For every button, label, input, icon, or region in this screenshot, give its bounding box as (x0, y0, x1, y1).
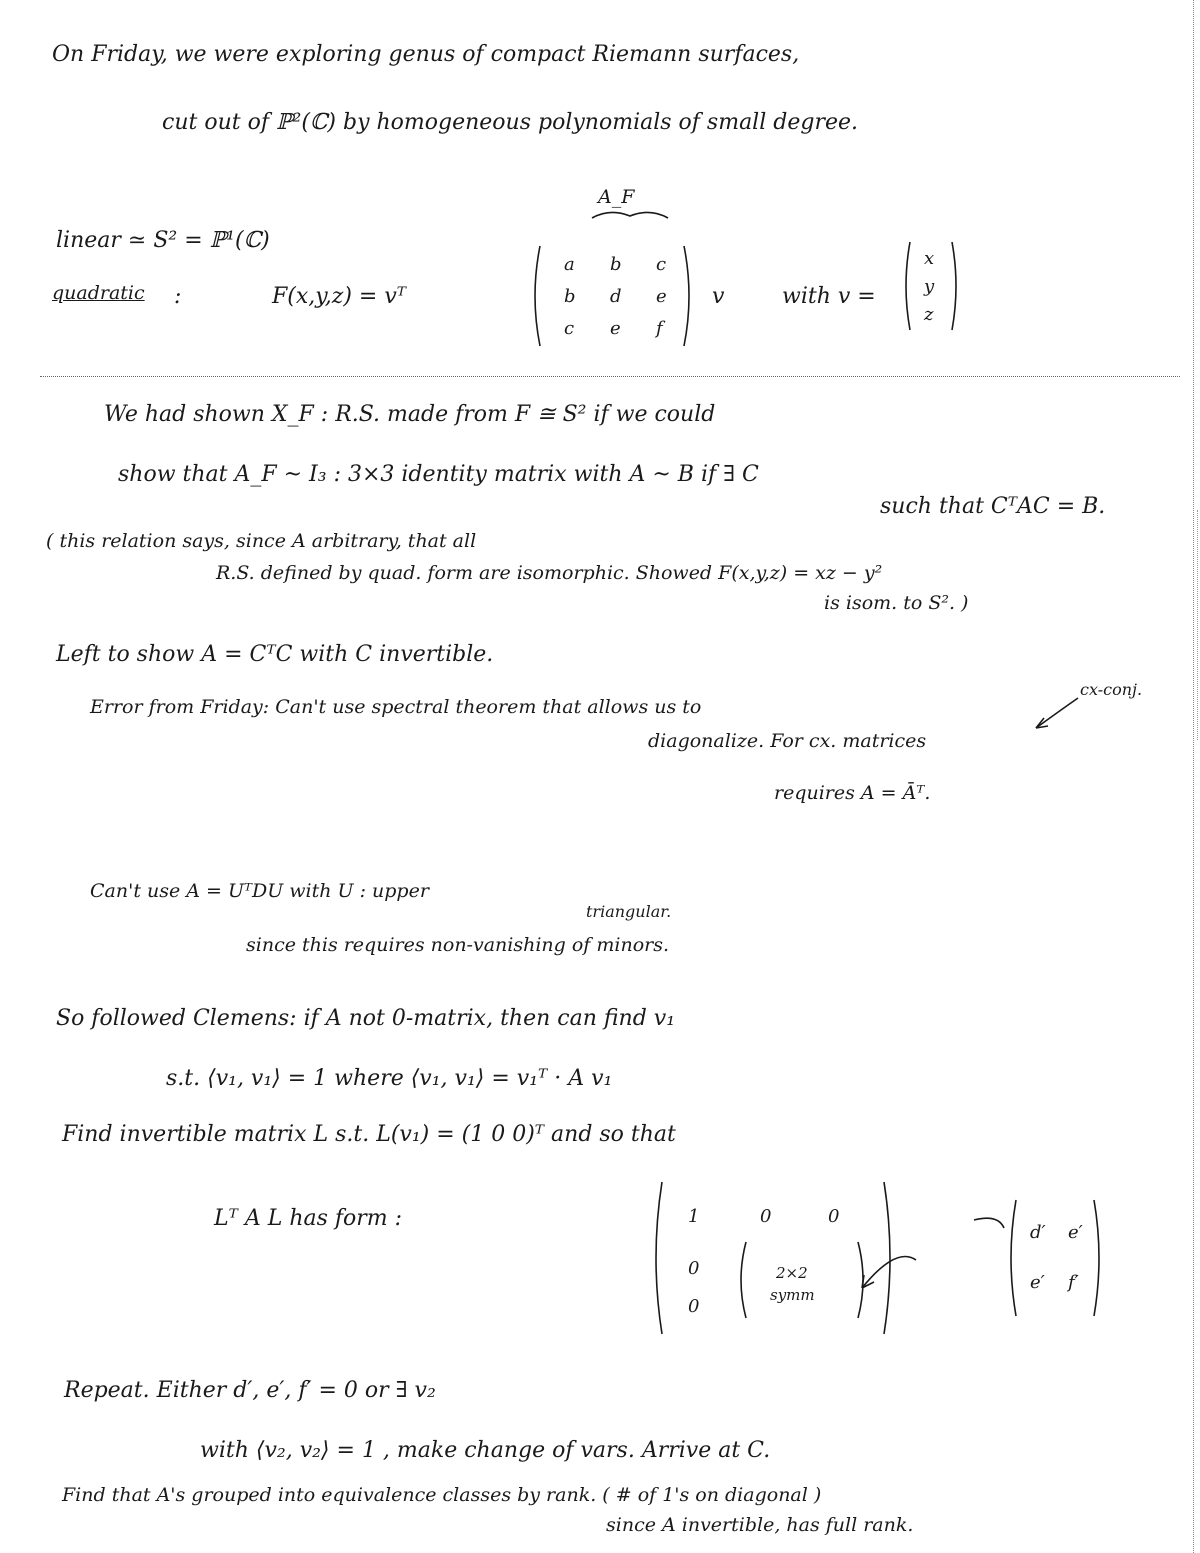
matrix-af-right-paren (684, 246, 689, 346)
note-line-linear: linear ≃ S² = ℙ¹(ℂ) (56, 228, 270, 253)
block-entry: 0 (828, 1206, 840, 1227)
matrix-af-cell: c (564, 318, 575, 339)
note-line-8: ( this relation says, since A arbitrary, that all (46, 530, 477, 552)
block-matrix-form (648, 1176, 1108, 1346)
quadratic-lhs: F(x,y,z) = vᵀ (272, 284, 407, 309)
inner-block-top: 2×2 (776, 1264, 808, 1282)
note-line-16: triangular. (586, 902, 672, 921)
note-line-9: R.S. defined by quad. form are isomorphic. Showed F(x,y,z) = xz − y² (216, 562, 883, 584)
note-line-1: On Friday, we were exploring genus of compact Riemann surfaces, (52, 42, 800, 67)
cx-conj-arrow (1028, 694, 1082, 736)
note-line-22: Repeat. Either d′, e′, f′ = 0 or ∃ v₂ (64, 1378, 436, 1403)
inner-right-paren (858, 1242, 863, 1318)
af-brace (590, 206, 670, 222)
small-right-paren (1094, 1200, 1099, 1316)
small-entry: e′ (1030, 1272, 1045, 1293)
af-label: A_F (598, 186, 635, 208)
small-left-paren (1011, 1200, 1016, 1316)
note-line-10: is isom. to S². ) (824, 592, 969, 614)
note-cx-conj: cx-conj. (1080, 680, 1143, 699)
matrix-af-cell: c (656, 254, 667, 275)
page-edge-dots (1193, 0, 1194, 1553)
matrix-af-cell: e (656, 286, 667, 307)
page-edge-dots-secondary (1197, 510, 1198, 740)
section-divider (40, 376, 1180, 377)
block-entry: 1 (688, 1206, 700, 1227)
note-line-25: since A invertible, has full rank. (606, 1514, 914, 1536)
block-right-paren (884, 1182, 890, 1334)
note-line-20: Find invertible matrix L s.t. L(v₁) = (1 0 0)ᵀ and so that (62, 1122, 676, 1147)
note-line-12: Error from Friday: Can't use spectral theorem that allows us to (90, 696, 702, 718)
vector-v-right-paren (952, 242, 956, 330)
note-line-17: since this requires non-vanishing of minors. (246, 934, 670, 956)
vector-v-entry: x (924, 248, 935, 269)
note-line-14: requires A = Āᵀ. (774, 782, 931, 804)
block-left-paren (656, 1182, 662, 1334)
note-line-11: Left to show A = CᵀC with C invertible. (56, 642, 494, 667)
quadratic-with: with v = (782, 284, 876, 309)
note-line-23: with ⟨v₂, v₂⟩ = 1 , make change of vars. Arrive at C. (200, 1438, 771, 1463)
note-line-5: We had shown X_F : R.S. made from F ≅ S² if we could (104, 402, 716, 427)
matrix-af-cell: d (610, 286, 622, 307)
matrix-af-cell: a (564, 254, 575, 275)
matrix-af-cell: f (656, 318, 663, 339)
matrix-af-cell: b (610, 254, 622, 275)
small-entry: d′ (1030, 1222, 1046, 1243)
matrix-af (528, 240, 696, 352)
small-entry: e′ (1068, 1222, 1083, 1243)
small-entry: f′ (1068, 1272, 1079, 1293)
quadratic-v: v (712, 284, 725, 309)
note-line-24: Find that A's grouped into equivalence classes by rank. ( # of 1's on diagonal ) (62, 1484, 822, 1506)
matrix-af-left-paren (535, 246, 540, 346)
vector-v-left-paren (906, 242, 910, 330)
note-line-19: s.t. ⟨v₁, v₁⟩ = 1 where ⟨v₁, v₁⟩ = v₁ᵀ · A v₁ (166, 1066, 613, 1091)
note-line-7: such that CᵀAC = B. (880, 494, 1106, 519)
block-curve (974, 1218, 1004, 1228)
note-line-13: diagonalize. For cx. matrices (648, 730, 927, 752)
block-entry: 0 (760, 1206, 772, 1227)
matrix-af-cell: e (610, 318, 621, 339)
inner-block-bottom: symm (770, 1286, 815, 1304)
vector-v-entry: z (924, 304, 934, 325)
vector-v (900, 238, 962, 334)
note-line-15: Can't use A = UᵀDU with U : upper (90, 880, 429, 902)
block-entry: 0 (688, 1296, 700, 1317)
block-entry: 0 (688, 1258, 700, 1279)
note-line-21: Lᵀ A L has form : (214, 1206, 403, 1231)
vector-v-entry: y (924, 276, 935, 297)
note-line-2: cut out of ℙ²(ℂ) by homogeneous polynomials of small degree. (162, 110, 858, 135)
note-line-18: So followed Clemens: if A not 0-matrix, then can find v₁ (56, 1006, 676, 1031)
quadratic-colon: : (174, 284, 182, 309)
quadratic-label: quadratic (52, 282, 145, 304)
matrix-af-cell: b (564, 286, 576, 307)
inner-left-paren (741, 1242, 746, 1318)
note-line-6: show that A_F ~ I₃ : 3×3 identity matrix with A ~ B if ∃ C (118, 462, 759, 487)
